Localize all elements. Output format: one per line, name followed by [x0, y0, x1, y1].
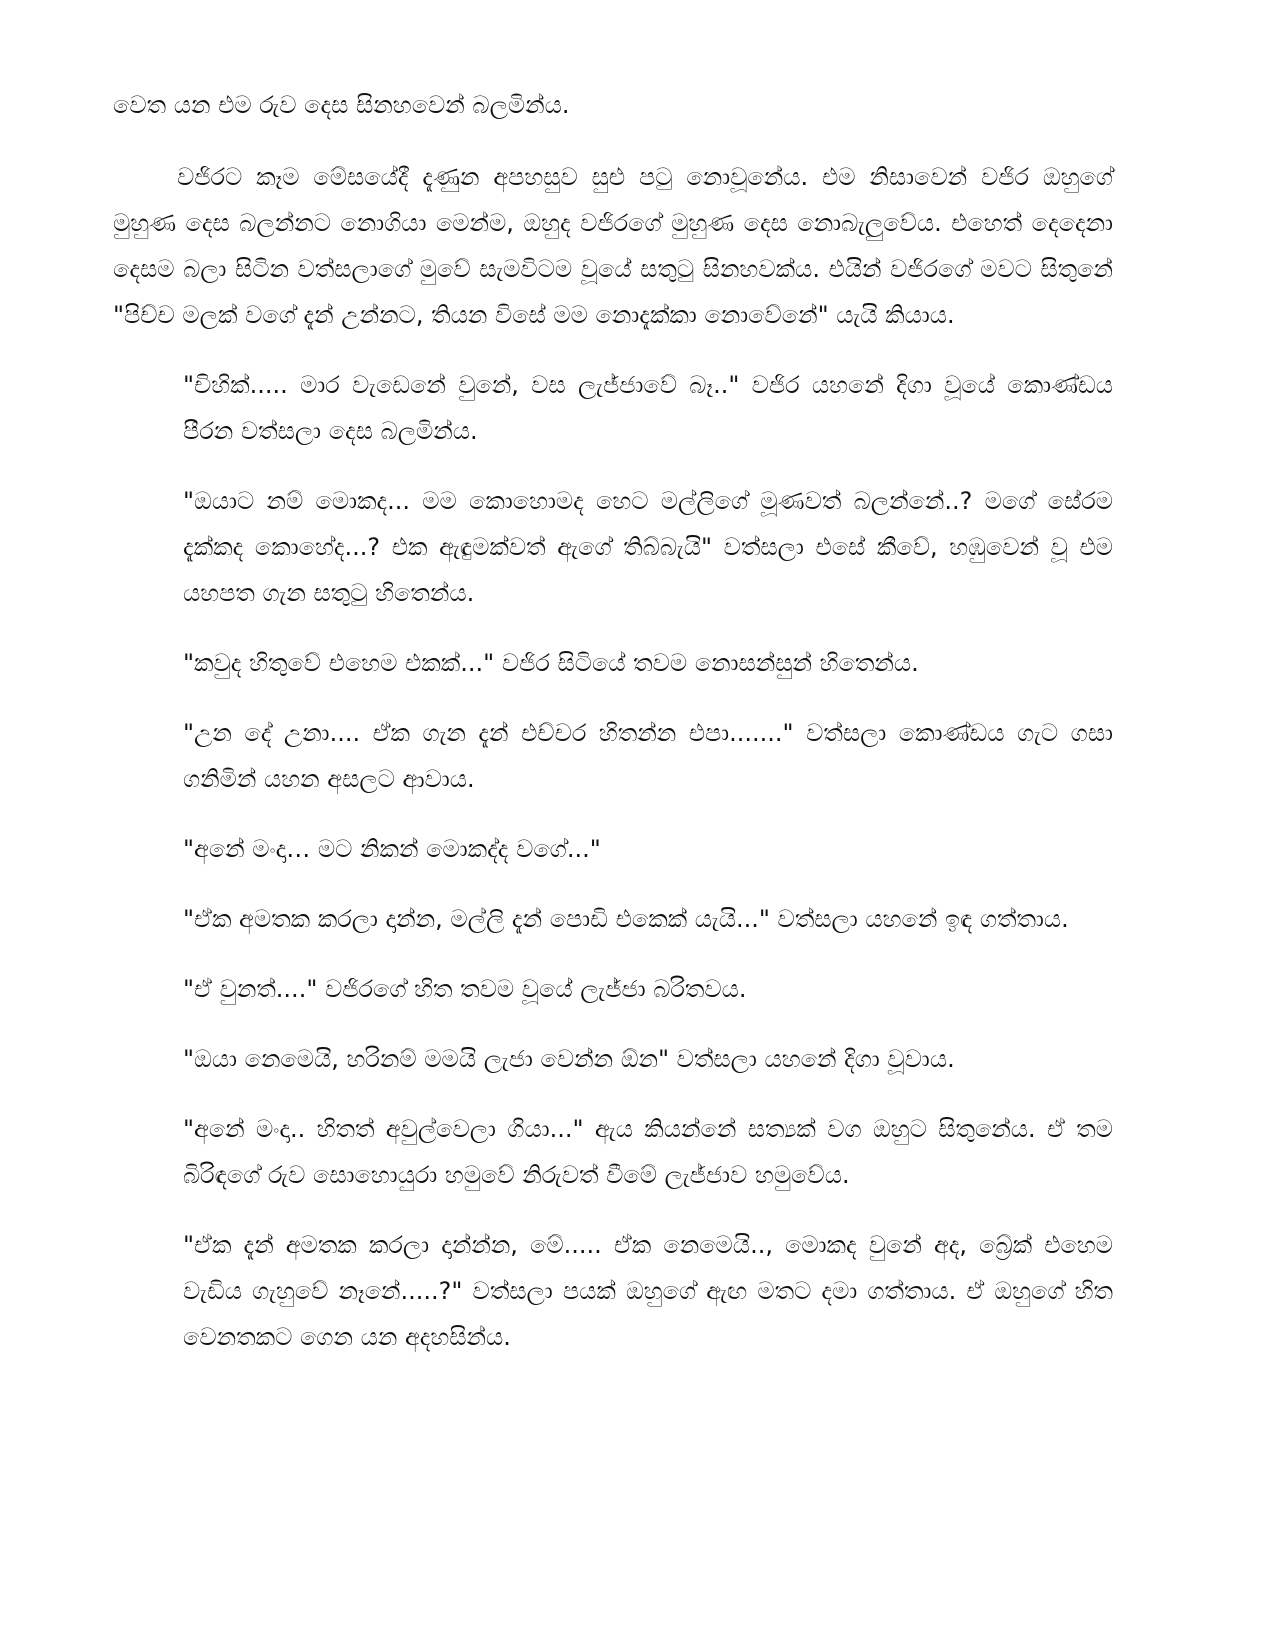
paragraph-12: "ඒක දැන් අමතක කරලා දාන්න්න, මේ..... ඒක නෙමෙයි.., මොකද වුනේ අද, බ්‍රේක් එහෙම වැඩිය ගැහුවේ නෑනේ.....?" වත්සලා පයක් ඔහුගේ ඇඟ මතට දමා ගත්තාය. ඒ ඔහුගේ හිත වෙනතකට ගෙන යන අදහසින්ය. — [183, 1231, 1113, 1351]
paragraph-9: "ඒ වුනත්...." වජිරගේ හිත තවම වූයේ ලැජ්ජා බරිතවය. — [183, 975, 747, 1003]
paragraph-6: "උන දේ උනා.... ඒක ගැන දැන් එච්චර හිතන්න එපා......." වත්සලා කොණ්ඩය ගැට ගසා ගනිමින් යහන අසලට ආවාය. — [183, 719, 1113, 793]
paragraph-4: "ඔයාට නම් මොකද... මම කොහොමද හෙට මල්ලිගේ මූණවත් බලන්නේ..? මගේ සේරම දැක්කද කොහේද...? එක ඇඳුමක්වත් ඇගේ තිබ්බැයි" වත්සලා එසේ කීවේ, හඹුවෙන් වූ එම යහපත ගැන සතුටු හිතෙන්ය. — [183, 487, 1113, 607]
document-body — [113, 82, 1113, 1384]
paragraph-11: "අනේ මංදා.. හිතත් අවුල්වෙලා ගියා..." ඇය කියන්නේ සත්‍යක් වග ඔහුට සිතුනේය. ඒ තම බිරිඳගේ රුව සොහොයුරා හමුවේ නිරුවත් වීමේ ලැජ්ජාව හමුවේය. — [183, 1115, 1113, 1189]
paragraph-8: "ඒක අමතක කරලා දාන්න, මල්ලි දැන් පොඩි එකෙක් යැයි..." වත්සලා යහනේ ඉඳ ගත්තාය. — [183, 905, 1069, 933]
paragraph-1: වෙත යන එම රුව දෙස සිනහවෙන් බලමින්ය. — [113, 91, 570, 119]
paragraph-5: "කවුද හිතුවේ එහෙම එකක්..." වජිර සිටියේ තවම නොසන්සුන් හිතෙන්ය. — [183, 649, 919, 677]
paragraph-7: "අනේ මංදා… මට නිකන් මොකද්ද වගේ..." — [183, 835, 601, 863]
paragraph-2: වජිරට කෑම මේසයේදී දැණුන අපහසුව සුළු පටු නොවූනේය. එම නිසාවෙන් වජිර ඔහුගේ මුහුණ දෙස බලන්නට නොගියා මෙන්ම, ඔහුද වජිරගේ මුහුණ දෙස නොබැලුවේය. එහෙත් දෙදෙනා දෙසම බලා සිටින වත්සලාගේ මුවේ සැමවිටම වූයේ සතුටු සිනහවක්ය. එයින් වජිරගේ මවට සිතුනේ "පිච්ච මලක් වගේ දැන් උන්නට, තියන විසේ මම නොදැක්කා නොවේනේ" යැයි කියාය. — [113, 163, 1113, 329]
paragraph-10: "ඔයා නෙමෙයි, හරිනම් මමයි ලැජා වෙන්න ඕන" වත්සලා යහනේ දිගා වූවාය. — [183, 1045, 955, 1073]
paragraph-3: "චිහික්..... මාර වැඩෙනේ වුනේ, වස ලැජ්ජාවේ බෑ.." වජිර යහනේ දිගා වූයේ කොණ්ඩය පීරන වත්සලා දෙස බලමින්ය. — [183, 371, 1113, 445]
